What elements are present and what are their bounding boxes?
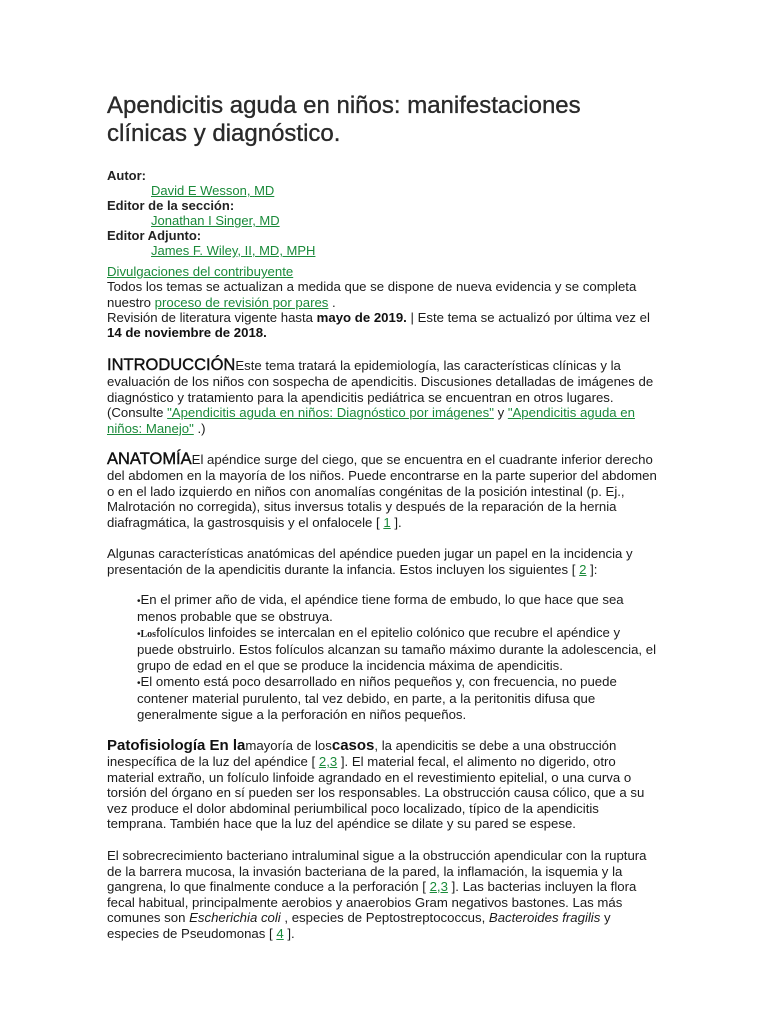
list-item-prefix: Los: [140, 628, 157, 640]
intro-text-and: y: [493, 405, 508, 421]
peer-review-link[interactable]: proceso de revisión por pares: [154, 294, 329, 310]
deputy-editor-label: Editor Adjunto:: [107, 228, 202, 243]
pathophysiology-heading-2: casos: [331, 737, 375, 755]
anatomy-para2-end: ]:: [586, 562, 598, 578]
author-block: [107, 168, 659, 258]
bullet-mark: •: [137, 595, 141, 607]
species-ecoli: Escherichia coli: [189, 910, 281, 926]
list-item-text: El omento está poco desarrollado en niños pequeños y, con frecuencia, no puede contener material purulento, tal vez debido, en parte, a la peritonitis difusa que generalmente sigue a la perforación en niños pequeños.: [137, 673, 617, 722]
section-editor-link[interactable]: Jonathan I Singer, MD: [151, 213, 280, 228]
anatomy-paragraph-2: [107, 546, 659, 577]
intro-heading: INTRODUCCIÓN: [107, 356, 236, 375]
patho-text-2: ]. El material fecal, el alimento no digerido, otro material extraño, un folículo linfoide agrandado en el revestimiento epitelial, o una curva o torsión del órgano en sí pueden ser los responsables. La obstrucción causa cólico, que a su vez produce el dolor abdominal periumbilical poco localizado, típico de la apendicitis temprana. También hace que la luz del apéndice se dilate y su pared se espese.: [107, 753, 645, 832]
author-label: Autor:: [107, 168, 146, 183]
list-item: [137, 625, 659, 674]
list-item: [137, 674, 659, 723]
bullet-mark: •: [137, 677, 141, 689]
reference-link[interactable]: 2,3: [318, 753, 338, 769]
patho-text: , la apendicitis se debe a una obstrucción inespecífica de la luz del apéndice [: [107, 738, 617, 769]
disclosures-link[interactable]: Divulgaciones del contribuyente: [107, 264, 294, 279]
page-title: Apendicitis aguda en niños: manifestaciones clínicas y diagnóstico.: [107, 92, 581, 147]
anatomy-paragraph: [107, 452, 659, 530]
patho-para2-text-4: y especies de Pseudomonas [: [107, 910, 611, 941]
reference-link[interactable]: 2: [579, 562, 587, 578]
deputy-editor-link[interactable]: James F. Wiley, II, MD, MPH: [151, 243, 316, 258]
review-date: mayo de 2019.: [316, 309, 407, 325]
list-item-text: En el primer año de vida, el apéndice tiene forma de embudo, lo que hace que sea menos probable que se obstruya.: [137, 591, 624, 625]
anatomy-text: El apéndice surge del ciego, que se encuentra en el cuadrante inferior derecho del abdomen en la mayoría de los niños. Puede encontrarse en la parte superior del abdomen o en el lado izquierdo en niños con anomalías congénitas de la posición intestinal (p. Ej., Malrotación no corregida), situs inversus totalis y después de la reparación de la hernia diafragmática, la gastrosquisis y el onfalocele [: [107, 452, 657, 530]
anatomy-heading: ANATOMÍA: [107, 450, 192, 469]
review-label: Revisión de literatura vigente hasta: [107, 309, 317, 325]
patho-para2-text-2: ]. Las bacterias incluyen la flora fecal habitual, principalmente aerobios y anaerobios Gram negativos bastones. Las más comunes son: [107, 879, 637, 926]
imaging-link[interactable]: "Apendicitis aguda en niños: Diagnóstico por imágenes": [167, 405, 494, 421]
species-bfragilis: Bacteroides fragilis: [488, 910, 601, 926]
pathophysiology-heading: Patofisiología En la: [107, 737, 246, 755]
intro-text-end: .): [193, 420, 206, 436]
anatomy-list: [107, 592, 659, 723]
intro-text: Este tema tratará la epidemiología, las características clínicas y la evaluación de los niños con sospecha de apendicitis. Discusiones detalladas de imágenes de diagnóstico y tratamiento para la apendicitis pediátrica se encuentran en otros lugares. (Consulte: [107, 358, 654, 421]
patho-para2-text: El sobrecrecimiento bacteriano intraluminal sigue a la obstrucción apendicular con la ruptura de la barrera mucosa, la invasión bacteriana de la pared, la inflamación, la isquemia y la gangrena, lo que finalmente conduce a la perforación [: [107, 847, 647, 895]
author-link[interactable]: David E Wesson, MD: [151, 183, 275, 198]
reference-link[interactable]: 1: [383, 514, 391, 530]
pathophysiology-paragraph-2: [107, 848, 659, 942]
intro-paragraph: [107, 358, 659, 436]
list-item-text: folículos linfoides se intercalan en el epitelio colónico que recubre el apéndice y puede obstruirlo. Estos folículos alcanzan su tamaño máximo durante la adolescencia, el grupo de edad en el que se produce la incidencia máxima de apendicitis.: [137, 624, 657, 673]
patho-para2-text-3: , especies de Peptostreptococcus,: [280, 910, 489, 926]
anatomy-text-end: ].: [390, 514, 402, 530]
list-item: [137, 592, 659, 625]
patho-text-a: mayoría de los: [245, 738, 332, 754]
reference-link[interactable]: 2,3: [429, 879, 448, 895]
contributor-info: [107, 264, 659, 340]
pathophysiology-paragraph: [107, 738, 659, 832]
reference-link[interactable]: 4: [276, 925, 284, 941]
update-text: Todos los temas se actualizan a medida que se dispone de nueva evidencia y se completa nuestro: [107, 279, 637, 310]
management-link[interactable]: "Apendicitis aguda en niños: Manejo": [107, 405, 635, 436]
bullet-mark: •: [137, 628, 141, 640]
section-editor-label: Editor de la sección:: [107, 198, 235, 213]
anatomy-para2-text: Algunas características anatómicas del apéndice pueden jugar un papel en la incidencia y presentación de la apendicitis durante la infancia. Estos incluyen los siguientes [: [107, 546, 633, 578]
updated-label: | Este tema se actualizó por última vez el: [406, 309, 650, 325]
update-text-end: .: [328, 294, 336, 310]
updated-date: 14 de noviembre de 2018.: [107, 325, 267, 341]
article: [107, 92, 659, 941]
patho-para2-end: ].: [283, 925, 295, 941]
